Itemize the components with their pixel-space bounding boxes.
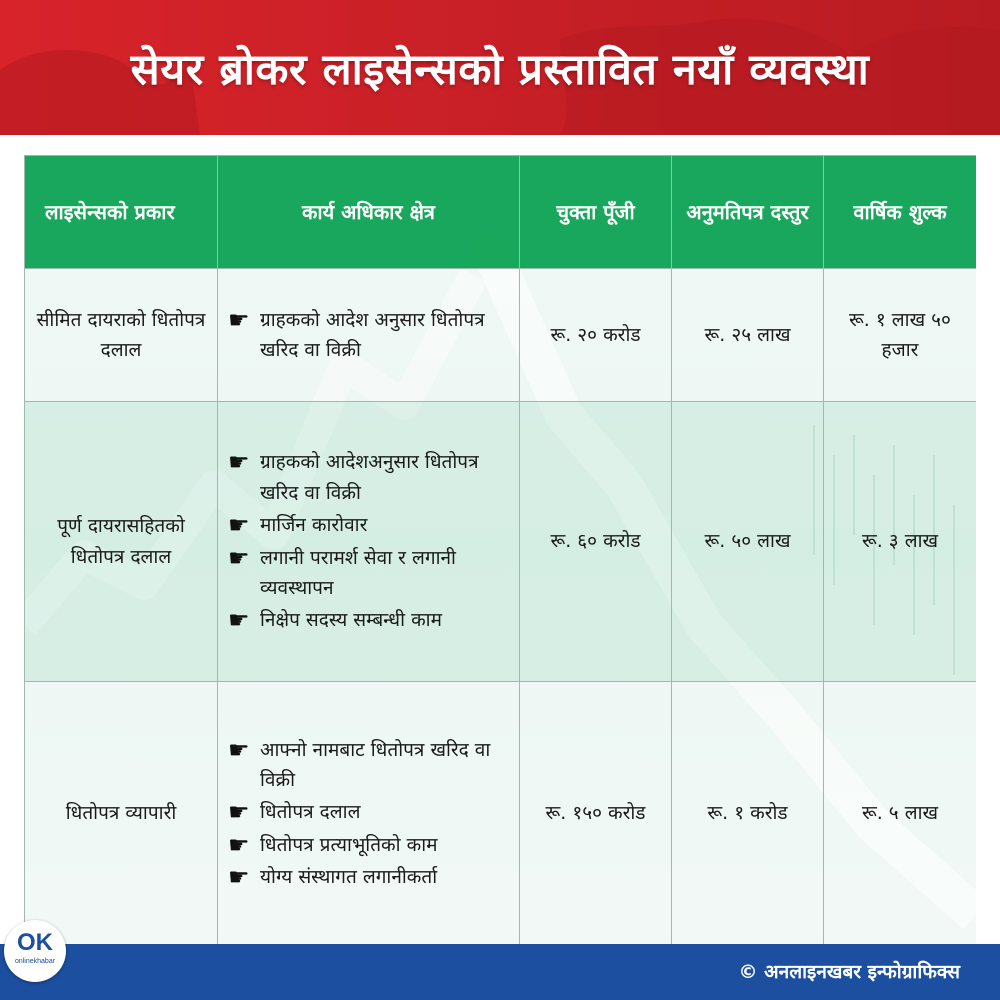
scope-cell — [218, 402, 520, 682]
scope-item — [228, 305, 513, 366]
scope-item-text: मार्जिन कारोवार — [260, 514, 368, 537]
infographic-credit: © अनलाइनखबर इन्फोग्राफिक्स — [738, 961, 960, 983]
table-row — [25, 402, 977, 682]
scope-item-text: लगानी परामर्श सेवा र लगानी व्यवस्थापन — [260, 546, 456, 599]
license-fee-cell: रू. २५ लाख — [672, 269, 824, 402]
paid-up-capital-cell: रू. ६० करोड — [520, 402, 672, 682]
pointing-hand-icon: ☛ — [228, 798, 250, 827]
scope-cell — [218, 269, 520, 402]
logo-mark: OK — [17, 929, 53, 956]
pointing-hand-icon: ☛ — [228, 863, 250, 892]
logo-wordmark: onlinekhabar — [14, 958, 56, 965]
column-header-license-fee: अनुमतिपत्र दस्तुर — [672, 156, 824, 269]
table-row — [25, 269, 977, 402]
scope-item-text: निक्षेप सदस्य सम्बन्धी काम — [260, 609, 442, 632]
scope-item-text: आफ्नो नामबाट धितोपत्र खरिद वा विक्री — [260, 738, 491, 791]
column-header-paid-up-capital: चुक्ता पूँजी — [520, 156, 672, 269]
pointing-hand-icon: ☛ — [228, 735, 250, 764]
column-header-license-type: लाइसेन्सको प्रकार — [25, 156, 218, 269]
paid-up-capital-cell: रू. २० करोड — [520, 269, 672, 402]
scope-list — [228, 735, 513, 893]
scope-item — [228, 605, 513, 635]
scope-item — [228, 797, 513, 827]
pointing-hand-icon: ☛ — [228, 543, 250, 572]
header-banner — [0, 0, 1000, 135]
annual-fee-cell: रू. १ लाख ५० हजार — [824, 269, 977, 402]
table-row — [25, 682, 977, 946]
scope-item-text: धितोपत्र प्रत्याभूतिको काम — [260, 833, 438, 856]
page-title: सेयर ब्रोकर लाइसेन्सको प्रस्तावित नयाँ व्यवस्था — [130, 45, 870, 95]
pointing-hand-icon: ☛ — [228, 606, 250, 635]
scope-item-text: धितोपत्र दलाल — [260, 801, 361, 824]
column-header-scope: कार्य अधिकार क्षेत्र — [218, 156, 520, 269]
license-type-cell: पूर्ण दायरासहितको धितोपत्र दलाल — [25, 402, 218, 682]
footer-bar — [0, 944, 1000, 1000]
license-fee-cell: रू. १ करोड — [672, 682, 824, 946]
scope-item-text: योग्य संस्थागत लगानीकर्ता — [260, 866, 438, 889]
scope-item — [228, 830, 513, 860]
table-header-row — [25, 156, 977, 269]
license-type-cell: धितोपत्र व्यापारी — [25, 682, 218, 946]
onlinekhabar-logo[interactable] — [4, 920, 66, 982]
scope-item — [228, 862, 513, 892]
license-type-cell: सीमित दायराको धितोपत्र दलाल — [25, 269, 218, 402]
scope-cell — [218, 682, 520, 946]
license-comparison-table — [24, 155, 976, 945]
scope-item-text: ग्राहकको आदेशअनुसार धितोपत्र खरिद वा विक्री — [260, 451, 479, 504]
scope-list — [228, 305, 513, 366]
pointing-hand-icon: ☛ — [228, 511, 250, 540]
annual-fee-cell: रू. ३ लाख — [824, 402, 977, 682]
paid-up-capital-cell: रू. १५० करोड — [520, 682, 672, 946]
scope-item-text: ग्राहकको आदेश अनुसार धितोपत्र खरिद वा विक्री — [260, 308, 485, 361]
column-header-annual-fee: वार्षिक शुल्क — [824, 156, 977, 269]
scope-item — [228, 447, 513, 508]
scope-item — [228, 735, 513, 796]
scope-list — [228, 447, 513, 635]
pointing-hand-icon: ☛ — [228, 448, 250, 477]
pointing-hand-icon: ☛ — [228, 305, 250, 334]
scope-item — [228, 510, 513, 540]
license-fee-cell: रू. ५० लाख — [672, 402, 824, 682]
scope-item — [228, 543, 513, 604]
pointing-hand-icon: ☛ — [228, 830, 250, 859]
annual-fee-cell: रू. ५ लाख — [824, 682, 977, 946]
license-table-panel — [24, 155, 976, 945]
